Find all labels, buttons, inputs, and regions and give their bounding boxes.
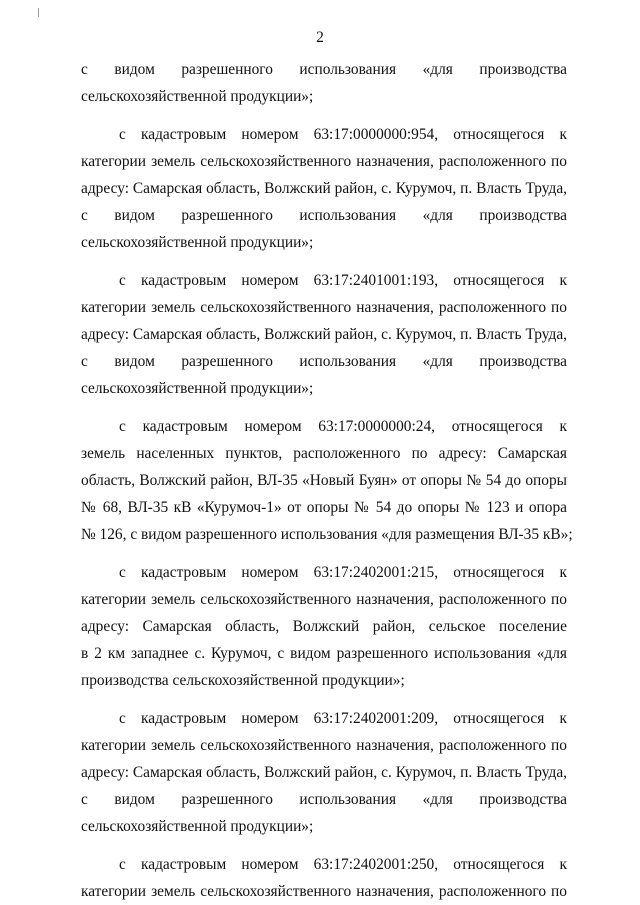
paragraph xyxy=(81,413,573,548)
paragraph xyxy=(81,121,567,256)
text-line: адресу: Самарская область, Волжский район, с. Курумоч, п. Власть Труда, xyxy=(81,764,567,781)
paragraph xyxy=(81,56,567,110)
text-line: адресу: Самарская область, Волжский район, с. Курумоч, п. Власть Труда, xyxy=(81,180,567,197)
text-line: с кадастровым номером 63:17:2402001:209, относящегося к xyxy=(119,710,567,727)
paragraph xyxy=(81,851,567,905)
paragraph xyxy=(81,705,567,840)
text-line: категории земель сельскохозяйственного назначения, расположенного по xyxy=(81,737,567,754)
text-line: категории земель сельскохозяйственного назначения, расположенного по xyxy=(81,591,567,608)
text-line: сельскохозяйственной продукции»; xyxy=(81,88,314,105)
text-line: производства сельскохозяйственной продукции»; xyxy=(81,672,405,689)
text-line: сельскохозяйственной продукции»; xyxy=(81,380,314,397)
text-line: сельскохозяйственной продукции»; xyxy=(81,818,314,835)
text-line: № 126, с видом разрешенного использования «для размещения ВЛ-35 кВ»; xyxy=(81,526,573,543)
paragraph xyxy=(81,267,567,402)
text-line: категории земель сельскохозяйственного назначения, расположенного по xyxy=(81,883,567,900)
text-line: с видом разрешенного использования «для производства xyxy=(81,791,567,808)
text-line: область, Волжский район, ВЛ-35 «Новый Буян» от опоры № 54 до опоры xyxy=(81,472,567,489)
text-line: адресу: Самарская область, Волжский район, сельское поселение xyxy=(81,618,567,635)
text-line: с кадастровым номером 63:17:2401001:193, относящегося к xyxy=(119,272,567,289)
text-line: категории земель сельскохозяйственного назначения, расположенного по xyxy=(81,299,567,316)
text-line: адресу: Самарская область, Волжский район, с. Курумоч, п. Власть Труда, xyxy=(81,326,567,343)
text-line: с кадастровым номером 63:17:2402001:215, относящегося к xyxy=(119,564,567,581)
paragraph xyxy=(81,559,567,694)
text-line: с кадастровым номером 63:17:2402001:250, относящегося к xyxy=(119,856,567,873)
text-line: с кадастровым номером 63:17:0000000:24, относящегося к xyxy=(119,418,567,435)
text-line: земель населенных пунктов, расположенного по адресу: Самарская xyxy=(81,445,567,462)
text-line: в 2 км западнее с. Курумоч, с видом разрешенного использования «для xyxy=(81,645,567,662)
text-line: с видом разрешенного использования «для производства xyxy=(81,61,567,78)
text-line: № 68, ВЛ-35 кВ «Курумоч-1» от опоры № 54 до опоры № 123 и опора xyxy=(81,499,567,516)
text-line: категории земель сельскохозяйственного назначения, расположенного по xyxy=(81,153,567,170)
text-line: с видом разрешенного использования «для производства xyxy=(81,353,567,370)
text-line: сельскохозяйственной продукции»; xyxy=(81,234,314,251)
text-line: с видом разрешенного использования «для производства xyxy=(81,207,567,224)
document-body xyxy=(81,56,573,905)
scan-corner-mark xyxy=(38,8,39,17)
page-number: 2 xyxy=(316,29,324,46)
text-line: с кадастровым номером 63:17:0000000:954, относящегося к xyxy=(119,126,567,143)
